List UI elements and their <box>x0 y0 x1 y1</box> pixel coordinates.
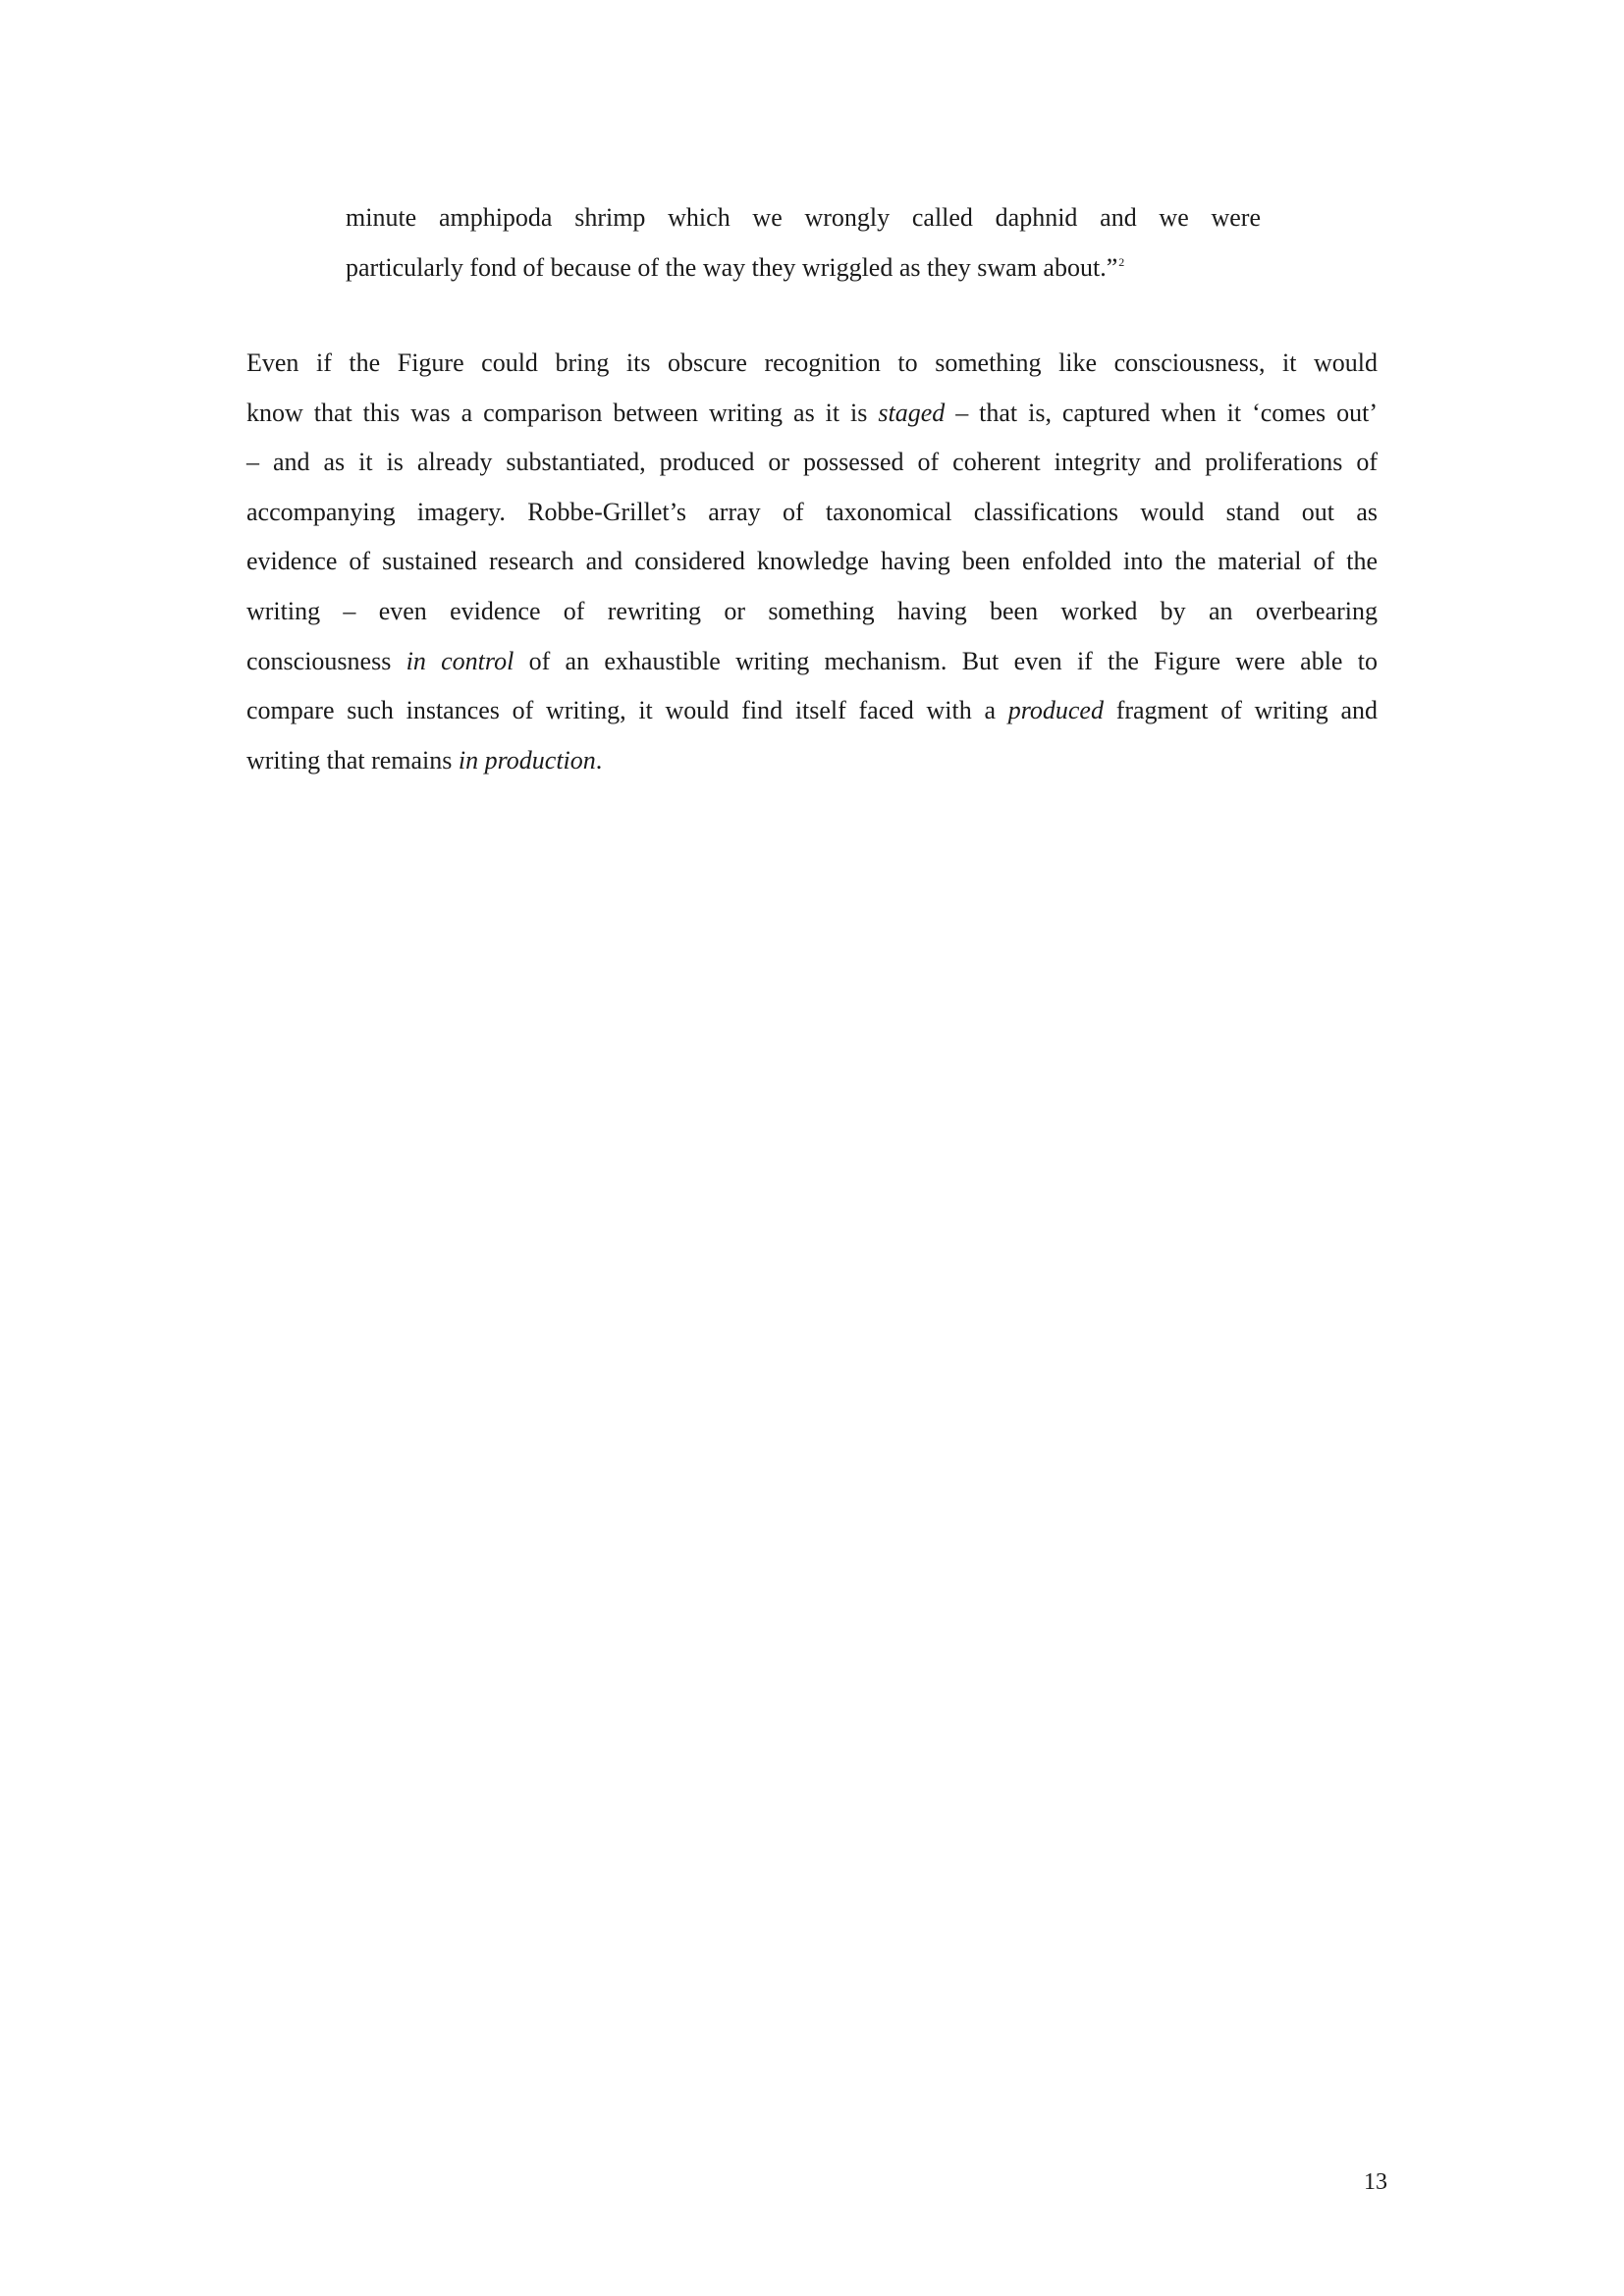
quote-line <box>346 192 1261 242</box>
paragraph-line <box>246 686 1378 736</box>
page-number: 13 <box>1364 2169 1387 2195</box>
line-text: writing that remains <box>246 745 459 774</box>
paragraph-line <box>246 537 1378 587</box>
line-text: of an exhaustible writing mechanism. But even if the Figure were able to <box>514 646 1378 675</box>
paragraph-line <box>246 587 1378 637</box>
line-text: consciousness <box>246 646 406 675</box>
paragraph-line <box>246 438 1378 488</box>
quote-text: particularly fond of because of the way they wriggled as they swam about.” <box>346 253 1118 282</box>
line-text: compare such instances of writing, it would find itself faced with a <box>246 696 1008 725</box>
emphasis-text: staged <box>878 398 946 427</box>
paragraph-line <box>246 488 1378 538</box>
quote-line <box>346 242 1261 293</box>
footnote-reference[interactable]: 2 <box>1118 255 1125 270</box>
line-text: evidence of sustained research and considered knowledge having been enfolded into the material of the <box>246 547 1378 576</box>
line-text: writing – even evidence of rewriting or something having been worked by an overbearing <box>246 596 1378 625</box>
line-text: know that this was a comparison between writing as it is <box>246 398 879 427</box>
line-text: fragment of writing and <box>1103 696 1378 725</box>
paragraph-line <box>246 389 1378 439</box>
line-text: . <box>595 745 603 774</box>
block-quote <box>346 192 1261 293</box>
line-text: accompanying imagery. Robbe-Grillet’s array of taxonomical classifications would stand out as <box>246 497 1378 526</box>
line-text: – that is, captured when it ‘comes out’ <box>945 398 1378 427</box>
emphasis-text: produced <box>1007 696 1104 725</box>
paragraph-line <box>246 736 1378 786</box>
emphasis-text: in production <box>458 745 596 774</box>
emphasis-text: in control <box>406 646 514 675</box>
paragraph-line <box>246 339 1378 389</box>
body-paragraph <box>246 339 1378 785</box>
quote-text: minute amphipoda shrimp which we wrongly called daphnid and we were <box>346 203 1261 232</box>
line-text: Even if the Figure could bring its obscure recognition to something like consciousness, it would <box>246 348 1378 377</box>
line-text: – and as it is already substantiated, produced or possessed of coherent integrity and proliferations of <box>246 448 1378 477</box>
paragraph-line <box>246 637 1378 687</box>
